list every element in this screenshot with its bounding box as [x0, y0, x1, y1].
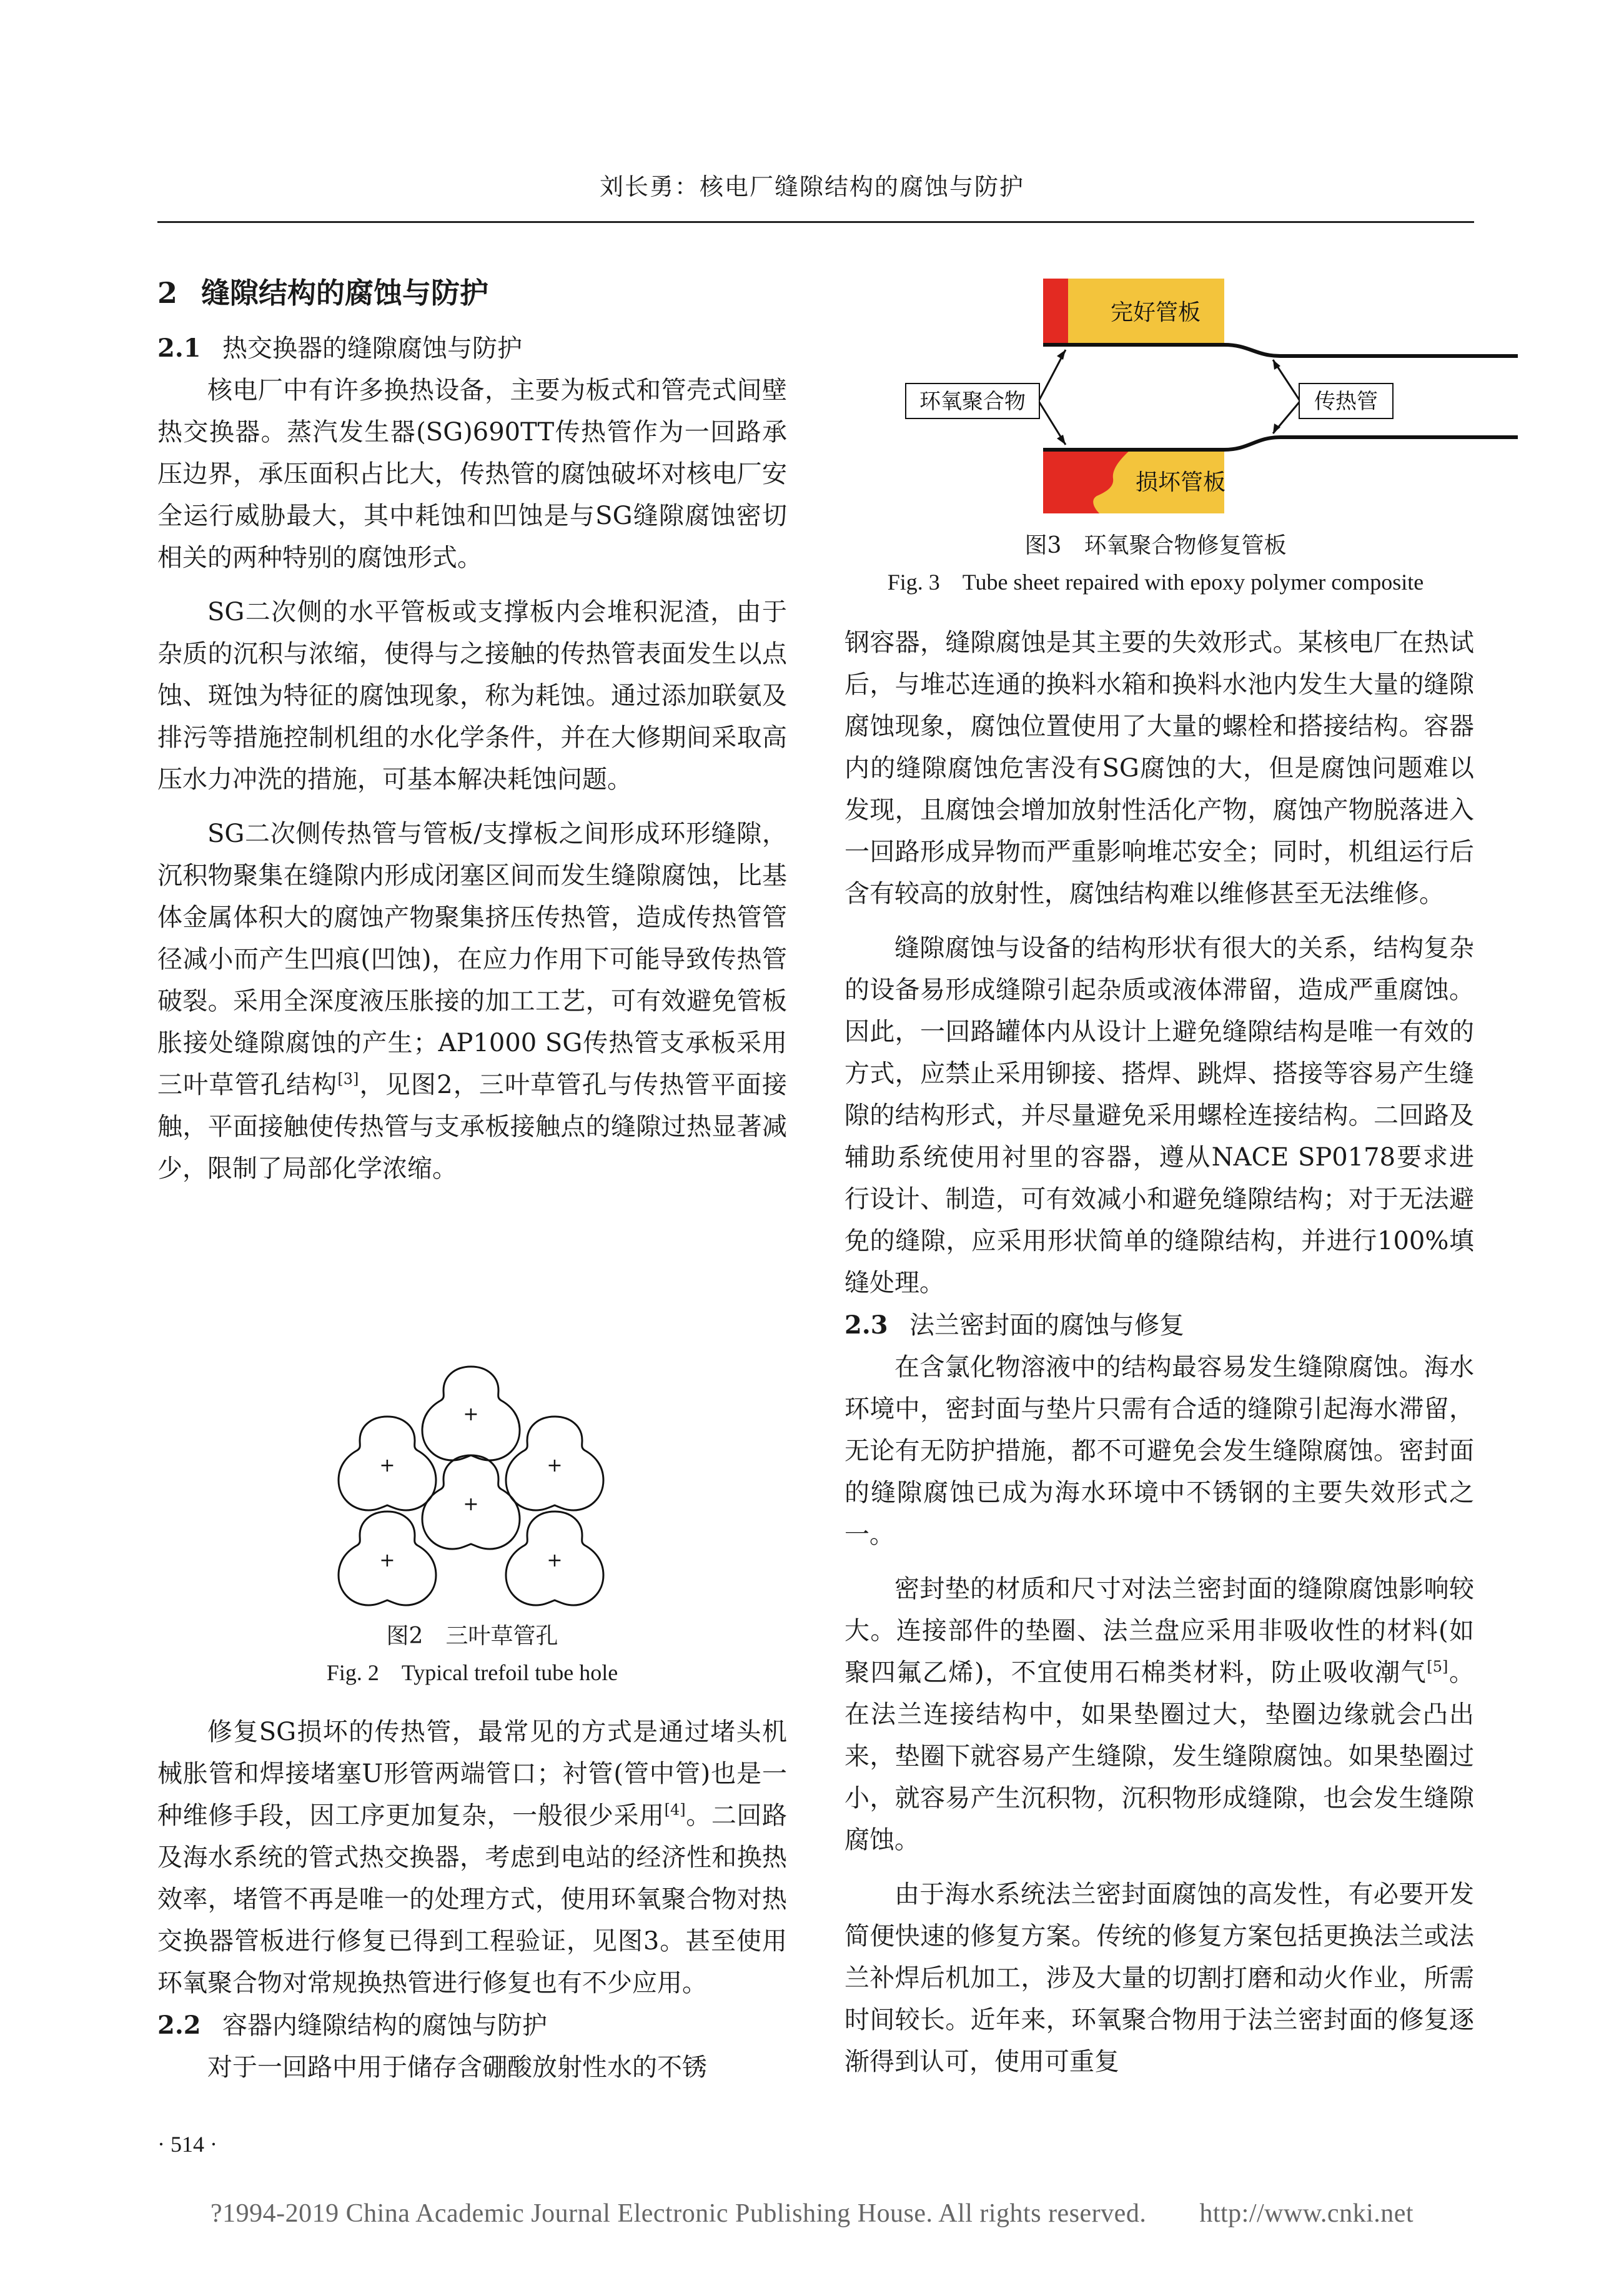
figure-2-caption-cn: 图2 三叶草管孔	[386, 1623, 558, 1649]
tube-center-marker: +	[463, 1493, 479, 1515]
label-epoxy: 环氧聚合物	[919, 389, 1026, 414]
section-2-1-heading	[157, 327, 787, 370]
section-2-heading	[157, 265, 787, 321]
paragraph: 由于海水系统法兰密封面腐蚀的高发性，有必要开发简便快速的修复方案。传统的修复方案包括更换法兰或法兰补焊后机加工，涉及大量的切割打磨和动火作业，所需时间较长。近年来，环氧聚合物用于法兰密封面的修复逐渐得到认可，使用可重复	[844, 1880, 1474, 2076]
tube-center-marker: +	[547, 1455, 563, 1477]
citation: [3]	[337, 1070, 359, 1088]
paragraph: 对于一回路中用于储存含硼酸放射性水的不锈	[207, 2053, 707, 2082]
paragraph	[157, 813, 787, 1190]
paragraph-text: 。二回路及海水系统的管式热交换器，考虑到电站的经济性和换热效率，堵管不再是唯一的处理方式，使用环氧聚合物对热交换器管板进行修复已得到工程验证，见图3。甚至使用环氧聚合物对常规换热管进行修复也有不少应用。	[157, 1801, 788, 1997]
section-2-title: 缝隙结构的腐蚀与防护	[201, 276, 488, 310]
figure-3-caption-en: Fig. 3 Tube sheet repaired with epoxy polymer composite	[887, 570, 1424, 595]
figure-2-caption-en: Fig. 2 Typical trefoil tube hole	[326, 1660, 618, 1685]
section-2-3-heading	[844, 1304, 1474, 1347]
figure-3-tubesheet-diagram	[887, 272, 1524, 516]
label-tube: 传热管	[1314, 389, 1378, 414]
citation: [4]	[664, 1801, 686, 1819]
epoxy-layer-top	[1043, 279, 1068, 345]
tube-center-marker: +	[379, 1455, 395, 1477]
label-good-sheet: 完好管板	[1110, 300, 1201, 325]
paragraph-text: 。在法兰连接结构中，如果垫圈过大，垫圈边缘就会凸出来，垫圈下就容易产生缝隙，发生缝隙腐蚀。如果垫圈过小，就容易产生沉积物，沉积物形成缝隙，也会发生缝隙腐蚀。	[844, 1658, 1475, 1854]
section-2-3-number: 2.3	[844, 1310, 888, 1340]
paragraph-text: 修复SG损坏的传热管，最常见的方式是通过堵头机械胀管和焊接堵塞U形管两端管口；衬管(管中管)也是一种维修手段，因工序更加复杂，一般很少采用	[157, 1718, 787, 1830]
left-column-lower	[157, 1711, 787, 2089]
tube-center-marker: +	[547, 1550, 563, 1571]
copyright-notice: ?1994-2019 China Academic Journal Electronic Publishing House. All rights reserved. http://www.cnki.net	[210, 2199, 1414, 2228]
label-damaged-sheet: 损坏管板	[1135, 470, 1226, 495]
figure-2-caption	[157, 1620, 787, 1689]
left-column	[157, 265, 787, 1190]
section-2-2-heading	[157, 2004, 787, 2047]
paragraph-text: SG二次侧传热管与管板/支撑板之间形成环形缝隙，沉积物聚集在缝隙内形成闭塞区间而发生缝隙腐蚀，比基体金属体积大的腐蚀产物聚集挤压传热管，造成传热管管径减小而产生凹痕(凹蚀)，在应力作用下可能导致传热管破裂。采用全深度液压胀接的加工工艺，可有效避免管板胀接处缝隙腐蚀的产生；AP1000 SG传热管支承板采用三叶草管孔结构	[157, 819, 787, 1099]
paragraph	[844, 1568, 1474, 1861]
right-column	[844, 622, 1474, 2083]
paragraph	[157, 1711, 787, 2004]
section-2-1-title: 热交换器的缝隙腐蚀与防护	[222, 334, 522, 363]
paragraph: 钢容器，缝隙腐蚀是其主要的失效形式。某核电厂在热试后，与堆芯连通的换料水箱和换料水池内发生大量的缝隙腐蚀现象，腐蚀位置使用了大量的螺栓和搭接结构。容器内的缝隙腐蚀危害没有SG腐蚀的大，但是腐蚀问题难以发现，且腐蚀会增加放射性活化产物，腐蚀产物脱落进入一回路形成异物而严重影响堆芯安全；同时，机组运行后含有较高的放射性，腐蚀结构难以维修甚至无法维修。	[844, 628, 1474, 908]
section-2-1-number: 2.1	[157, 334, 201, 363]
paragraph: 核电厂中有许多换热设备，主要为板式和管壳式间壁热交换器。蒸汽发生器(SG)690TT传热管作为一回路承压边界，承压面积占比大，传热管的腐蚀破坏对核电厂安全运行威胁最大，其中耗蚀和凹蚀是与SG缝隙腐蚀密切相关的两种特别的腐蚀形式。	[157, 376, 787, 572]
paragraph: 缝隙腐蚀与设备的结构形状有很大的关系，结构复杂的设备易形成缝隙引起杂质或液体滞留，造成严重腐蚀。因此，一回路罐体内从设计上避免缝隙结构是唯一有效的方式，应禁止采用铆接、搭焊、跳焊、搭接等容易产生缝隙的结构形式，并尽量避免采用螺栓连接结构。二回路及辅助系统使用衬里的容器，遵从NACE SP0178要求进行设计、制造，可有效减小和避免缝隙结构；对于无法避免的缝隙，应采用形状简单的缝隙结构，并进行100%填缝处理。	[844, 934, 1474, 1297]
tube-center-marker: +	[379, 1550, 395, 1571]
paragraph: 在含氯化物溶液中的结构最容易发生缝隙腐蚀。海水环境中，密封面与垫片只需有合适的缝隙引起海水滞留，无论有无防护措施，都不可避免会发生缝隙腐蚀。密封面的缝隙腐蚀已成为海水环境中不锈钢的主要失效形式之一。	[844, 1353, 1474, 1549]
page-number: · 514 ·	[157, 2132, 217, 2157]
citation: [5]	[1427, 1658, 1448, 1676]
section-2-2-title: 容器内缝隙结构的腐蚀与防护	[222, 2011, 547, 2040]
section-2-3-title: 法兰密封面的腐蚀与修复	[909, 1311, 1184, 1340]
tube-wall-top	[1043, 345, 1518, 356]
header-rule	[157, 221, 1474, 223]
section-2-2-number: 2.2	[157, 2011, 201, 2040]
paragraph: SG二次侧的水平管板或支撑板内会堆积泥渣，由于杂质的沉积与浓缩，使得与之接触的传热管表面发生以点蚀、斑蚀为特征的腐蚀现象，称为耗蚀。通过添加联氨及排污等措施控制机组的水化学条件，并在大修期间采取高压水力冲洗的措施，可基本解决耗蚀问题。	[157, 598, 787, 794]
figure-3-caption-cn: 图3 环氧聚合物修复管板	[1024, 533, 1287, 558]
paragraph-text: ，见图2，三叶草管孔与传热管平面接触，平面接触使传热管与支承板接触点的缝隙过热显著减少，限制了局部化学浓缩。	[157, 1071, 787, 1183]
figure-3-caption	[837, 530, 1474, 598]
tube-wall-bottom	[1043, 437, 1518, 450]
paragraph-text: 密封垫的材质和尺寸对法兰密封面的缝隙腐蚀影响较大。连接部件的垫圈、法兰盘应采用非吸收性的材料(如聚四氟乙烯)，不宜使用石棉类材料，防止吸收潮气	[844, 1575, 1474, 1687]
section-2-number: 2	[157, 276, 178, 310]
figure-2-trefoil-diagram	[325, 1357, 612, 1619]
tube-center-marker: +	[463, 1403, 479, 1425]
running-header: 刘长勇：核电厂缝隙结构的腐蚀与防护	[599, 173, 1024, 200]
